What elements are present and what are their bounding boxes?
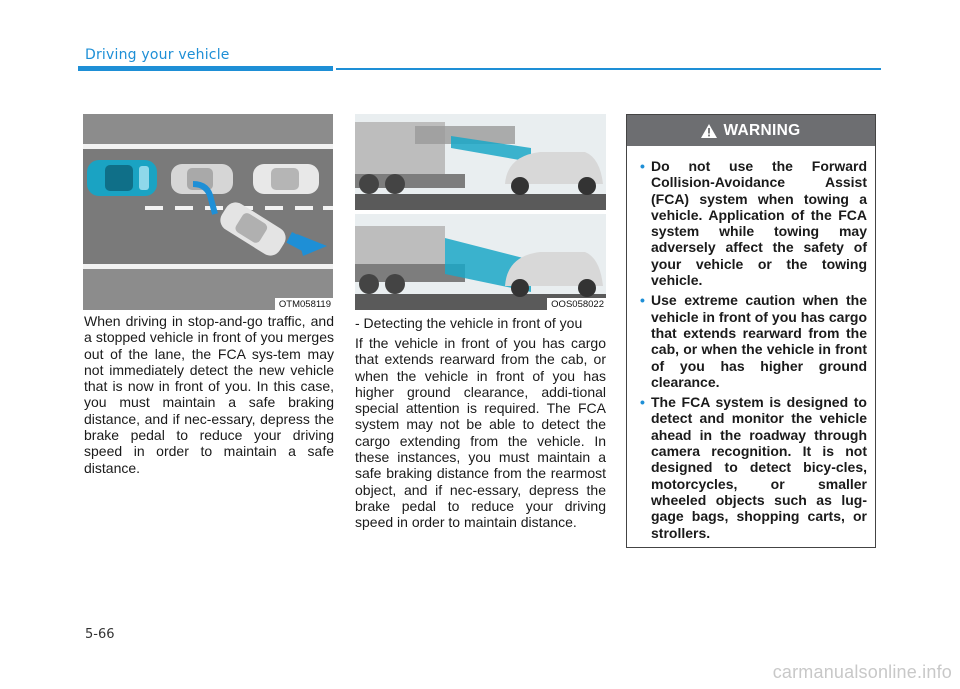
warning-item-text: Do not use the Forward Collision-Avoidance Assist (FCA) system when towing a vehicle. Application of the FCA system while towing may adversely affect the safety of your vehicle or the towing vehicle.	[651, 158, 867, 289]
warning-item-text: The FCA system is designed to detect and monitor the vehicle ahead in the roadway through camera recognition. It is not designed to detect bicy-cles, motorcycles, or smaller wheeled objects such as lug-gage bags, shopping carts, or strollers.	[651, 394, 867, 541]
figure-caption: - Detecting the vehicle in front of you	[355, 315, 583, 331]
section-title: Driving your vehicle	[85, 47, 230, 63]
warning-item	[640, 292, 867, 390]
watermark[interactable]: carmanualsonline.info	[772, 662, 952, 682]
bullet-icon: •	[640, 158, 645, 174]
warning-list	[640, 158, 867, 541]
left-paragraph: When driving in stop-and-go traffic, and a stopped vehicle in front of you merges out of the lane, the FCA sys-tem may not immediately detect the new vehicle that is now in front of you. In this case, you must maintain a safe braking distance, and if nec-essary, depress the brake pedal to reduce your driving speed in order to maintain a safe distance.	[84, 313, 334, 476]
header-rule-thin	[336, 68, 881, 70]
figure-code: OTM058119	[275, 298, 333, 310]
page-number: 5-66	[85, 627, 115, 642]
middle-paragraph: If the vehicle in front of you has cargo that extends rearward from the cab, or when the vehicle in front of you has higher ground clearance, addi-tional special attention is required. The FCA system may not be able to detect the cargo extending from the vehicle. In these instances, you must maintain a safe braking distance from the rearmost object, and if nec-essary, depress the brake pedal to reduce your driving speed in order to maintain distance.	[355, 335, 606, 531]
warning-title: WARNING	[723, 121, 801, 139]
bullet-icon: •	[640, 292, 645, 309]
cargo-detection-drawing	[355, 114, 606, 310]
cargo-detection-illustration	[355, 114, 606, 310]
lane-change-illustration	[83, 114, 333, 310]
figure-code: OOS058022	[547, 298, 606, 310]
lane-change-drawing	[83, 114, 333, 310]
warning-box	[626, 114, 876, 548]
ego-car	[87, 160, 157, 196]
warning-triangle-icon	[701, 124, 717, 138]
warning-item-text: Use extreme caution when the vehicle in front of you has cargo that extends rearward from the cab, or when the vehicle in front of you has higher ground clearance.	[651, 292, 867, 390]
warning-item	[640, 158, 867, 288]
header-rule-thick	[78, 66, 333, 71]
warning-header	[627, 115, 875, 146]
bullet-icon: •	[640, 394, 645, 411]
warning-item	[640, 394, 867, 541]
